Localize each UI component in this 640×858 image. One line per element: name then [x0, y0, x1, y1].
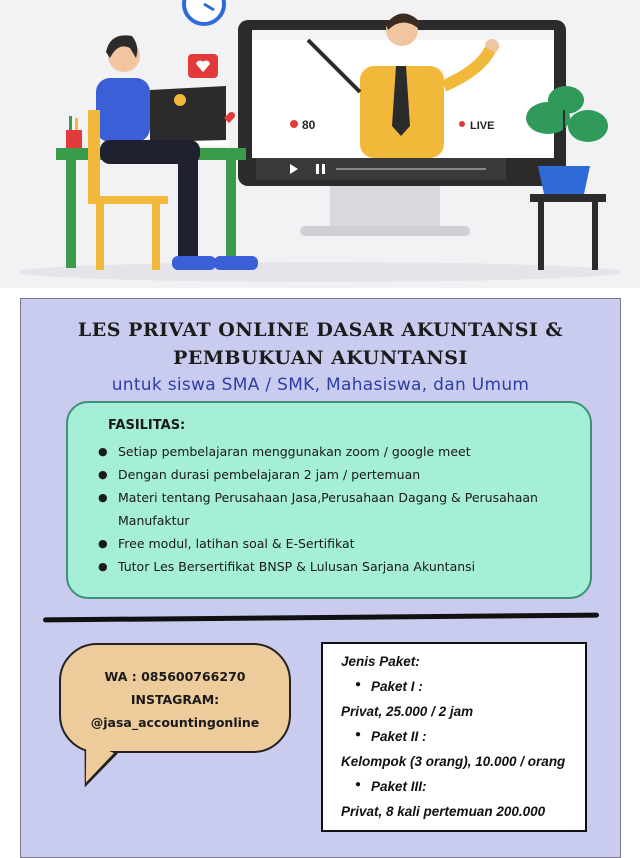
poster-subtitle: untuk siswa SMA / SMK, Mahasiswa, dan Umum [111, 375, 530, 395]
facility-item: ● Free modul, latihan soal & E-Sertifikat [98, 532, 578, 555]
clock-icon [184, 0, 224, 24]
package-1-label: ● Paket I : [371, 679, 423, 694]
laptop [150, 86, 235, 142]
facility-item: ● Setiap pembelajaran menggunakan zoom / google meet [98, 440, 578, 463]
svg-text:LIVE: LIVE [470, 120, 495, 132]
poster-title-line1: LES PRIVAT ONLINE DASAR AKUNTANSI & [77, 319, 564, 341]
online-class-illustration [0, 0, 640, 288]
instagram-label: INSTAGRAM: [130, 692, 220, 707]
facilities-heading: FASILITAS: [108, 418, 186, 433]
facilities-box [66, 401, 592, 599]
package-2-label: ● Paket II : [371, 729, 427, 744]
facility-item: ● Materi tentang Perusahaan Jasa,Perusahaan Dagang & Perusahaan Manufaktur [98, 486, 578, 532]
facility-item: ● Dengan durasi pembelajaran 2 jam / pertemuan [98, 463, 578, 486]
poster-title-line2: PEMBUKUAN AKUNTANSI [173, 347, 468, 369]
course-poster [20, 298, 621, 858]
package-3-desc: Privat, 8 kali pertemuan 200.000 [341, 804, 546, 819]
package-2-desc: Kelompok (3 orang), 10.000 / orang [341, 754, 566, 769]
divider-line [43, 613, 599, 623]
pencil-cup [66, 116, 82, 148]
facilities-list [98, 440, 578, 578]
package-heading: Jenis Paket: [341, 654, 420, 669]
facility-item: ● Tutor Les Bersertifikat BNSP & Lulusan Sarjana Akuntansi [98, 555, 578, 578]
svg-text:80: 80 [302, 118, 316, 132]
package-3-label: ● Paket III: [371, 779, 427, 794]
whatsapp-number: WA : 085600766270 [104, 669, 246, 684]
heart-chat-icon [188, 54, 218, 78]
hero-illustration [0, 0, 640, 288]
package-1-desc: Privat, 25.000 / 2 jam [341, 704, 474, 719]
package-box [321, 642, 587, 832]
instagram-handle: @jasa_accountingonline [90, 715, 260, 730]
